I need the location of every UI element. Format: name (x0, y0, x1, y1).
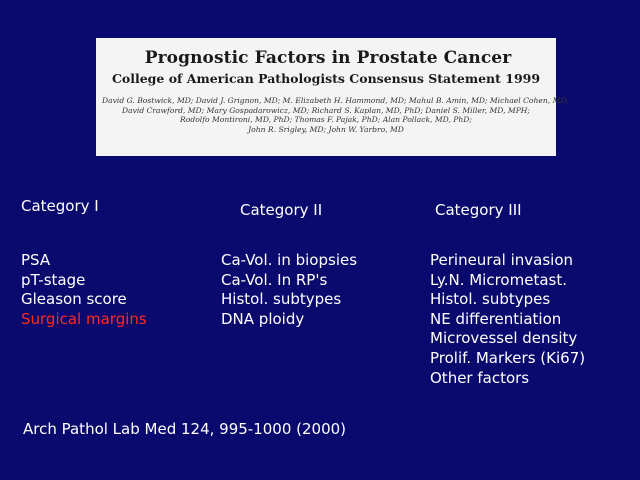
category-3-item: Perineural invasion (430, 251, 574, 269)
category-2-item: Ca-Vol. in biopsies (221, 251, 358, 269)
paper-header-image (96, 38, 570, 156)
category-1-item: PSA (21, 251, 51, 269)
author-line: Rodolfo Montironi, MD, PhD; Thomas F. Pajak, PhD; Alan Pollack, MD, PhD; (180, 115, 472, 125)
paper-authors (102, 96, 570, 134)
category-3-item: Prolif. Markers (Ki67) (430, 348, 586, 367)
author-line: John R. Srigley, MD; John W. Yarbro, MD (248, 124, 404, 134)
category-3-item: Other factors (430, 368, 530, 387)
author-line: David G. Bostwick, MD; David J. Grignon, MD; M. Elizabeth H. Hammond, MD; Mahul B. Amin, MD; Michael Cohen, MD; (102, 96, 570, 105)
category-3-item: Histol. subtypes (430, 290, 551, 309)
category-2-item: Ca-Vol. In RP's (221, 270, 328, 289)
category-2-item: DNA ploidy (221, 309, 305, 328)
category-1-heading: Category I (21, 197, 99, 215)
citation: Arch Pathol Lab Med 124, 995-1000 (2000) (23, 420, 347, 438)
category-2-list (221, 251, 357, 329)
category-1-item: pT-stage (21, 270, 86, 289)
paper-title: Prognostic Factors in Prostate Cancer (144, 48, 512, 68)
category-1-item-highlighted: Surgical margins (21, 309, 147, 328)
paper-subtitle: College of American Pathologists Consensus Statement 1999 (111, 71, 541, 86)
category-3-item: NE differentiation (430, 309, 562, 328)
category-3-item: Ly.N. Micrometast. (430, 270, 567, 289)
category-3-heading: Category III (435, 201, 522, 219)
category-3-list (430, 251, 585, 388)
category-1-item: Gleason score (21, 290, 127, 309)
category-2-item: Histol. subtypes (221, 290, 342, 309)
category-2-heading: Category II (240, 201, 323, 219)
author-line: David Crawford, MD; Mary Gospadarowicz, MD; Richard S. Kaplan, MD, PhD; Daniel S. Miller, MD, MPH; (121, 105, 530, 115)
category-1-list (21, 251, 147, 329)
category-3-item: Microvessel density (430, 329, 578, 348)
